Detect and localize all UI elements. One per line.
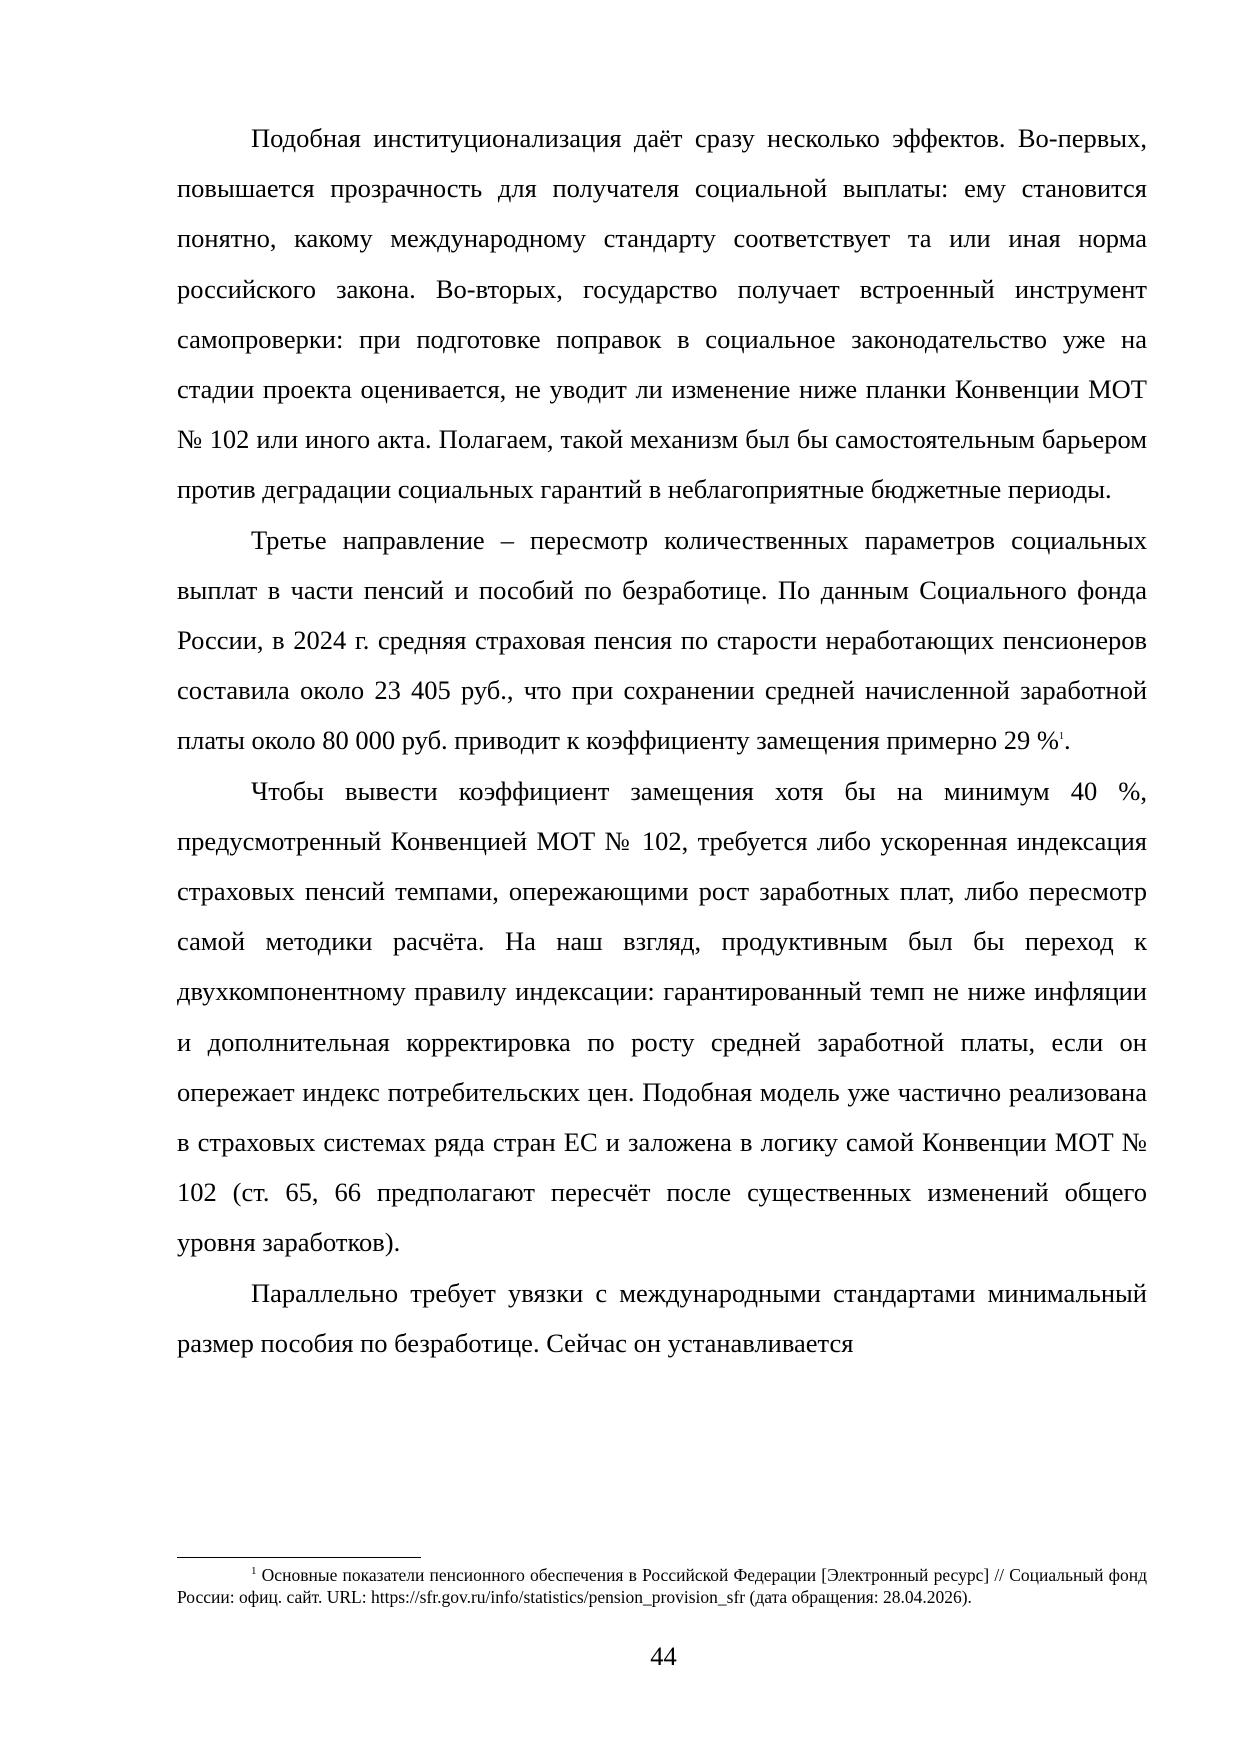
footnote-reference[interactable]: 1	[1058, 731, 1064, 743]
paragraph-1: Подобная институционализация даёт сразу несколько эффектов. Во-первых, повышается прозрачность для получателя социальной выплаты: ему становится понятно, какому международному стандарту соответствует та или иная норма российского закона. Во-вторых, государство получает встроенный инструмент самопроверки: при подготовке поправок в социальное законодательство уже на стадии проекта оценивается, не уводит ли изменение ниже планки Конвенции МОТ № 102 или иного акта. Полагаем, такой механизм был бы самостоятельным барьером против деградации социальных гарантий в неблагоприятные бюджетные периоды.	[177, 123, 1147, 505]
page-number: 44	[650, 1641, 677, 1671]
paragraph-2-text: Третье направление – пересмотр количественных параметров социальных выплат в части пенсий и пособий по безработице. По данным Социального фонда России, в 2024 г. средняя страховая пенсия по старости неработающих пенсионеров составила около 23 405 руб., что при сохранении средней начисленной заработной платы около 80 000 руб. приводит к коэффициенту замещения примерно 29 %	[177, 524, 1147, 756]
footnote-text: Основные показатели пенсионного обеспечения в Российской Федерации [Электронный ресурс] // Социальный фонд России: офиц. сайт. URL: https://sfr.gov.ru/info/statistics/pension_provision_sfr (дата обращения: 28.04.2026).	[177, 1565, 1148, 1607]
paragraph-4: Параллельно требует увязки с международными стандартами минимальный размер пособия по безработице. Сейчас он устанавливается	[177, 1277, 1147, 1358]
paragraph-2	[177, 515, 1147, 766]
footnote	[177, 1565, 1147, 1608]
footnote-mark: 1	[251, 1565, 257, 1578]
paragraph-3: Чтобы вывести коэффициент замещения хотя бы на минимум 40 %, предусмотренный Конвенцией МОТ № 102, требуется либо ускоренная индексация страховых пенсий темпами, опережающими рост заработных плат, либо пересмотр самой методики расчёта. На наш взгляд, продуктивным был бы переход к двухкомпонентному правилу индексации: гарантированный темп не ниже инфляции и дополнительная корректировка по росту средней заработной платы, если он опережает индекс потребительских цен. Подобная модель уже частично реализована в страховых системах ряда стран ЕС и заложена в логику самой Конвенции МОТ № 102 (ст. 65, 66 предполагают пересчёт после существенных изменений общего уровня заработков).	[177, 775, 1147, 1258]
paragraph-2-tail: .	[1063, 725, 1071, 756]
body-text	[177, 113, 1147, 1368]
footnote-separator	[177, 1557, 421, 1558]
